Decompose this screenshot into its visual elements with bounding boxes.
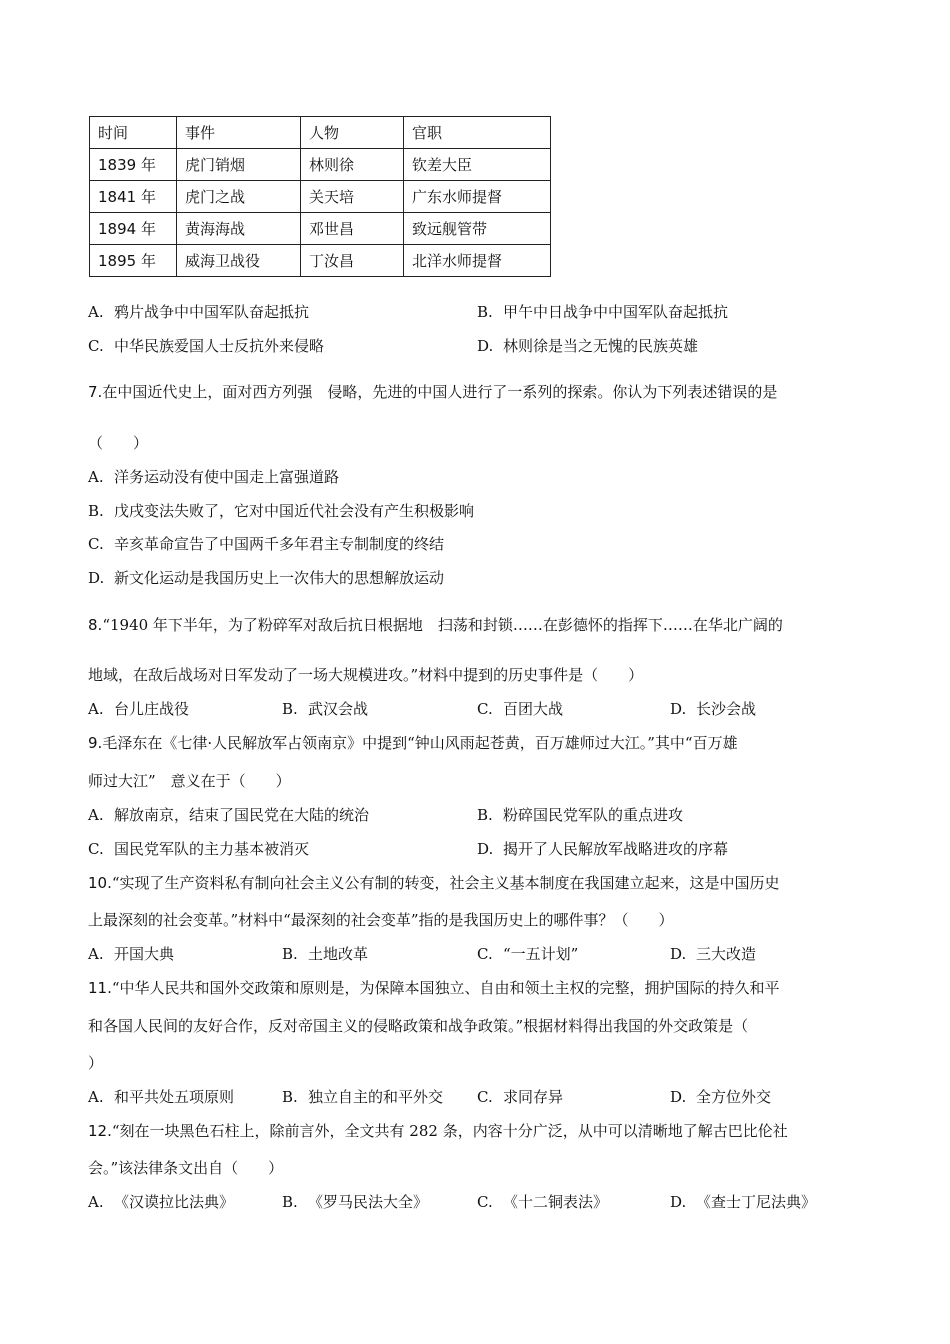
q10-stem-line1 [88, 873, 780, 893]
option-letter: A. [88, 1193, 104, 1211]
q8-option-b[interactable] [282, 699, 368, 719]
table-header-cell: 时间 [90, 117, 177, 149]
q12-stem-line1 [88, 1121, 788, 1141]
q9-option-d[interactable] [477, 839, 728, 859]
option-letter: D. [88, 569, 105, 587]
q9-option-c[interactable] [88, 839, 309, 859]
q8-stem-line2: 地域，在敌后战场对日军发动了一场大规模进攻。”材料中提到的历史事件是（ ） [88, 666, 644, 684]
option-letter: B. [282, 945, 298, 963]
q7-stem-line2: （ ） [88, 434, 149, 452]
option-text: 和平共处五项原则 [114, 1088, 235, 1106]
q10-option-a[interactable] [88, 944, 174, 964]
option-letter: B. [477, 303, 493, 321]
option-letter: B. [477, 806, 493, 824]
option-text: 粉碎国民党军队的重点进攻 [503, 806, 684, 824]
option-text: 《十二铜表法》 [503, 1193, 609, 1211]
q6-option-c[interactable] [88, 336, 324, 356]
q8-option-c[interactable] [477, 699, 563, 719]
q10-stem-line2: 上最深刻的社会变革。”材料中“最深刻的社会变革”指的是我国历史上的哪件事？（ ） [88, 911, 674, 929]
option-text: 三大改造 [696, 945, 757, 963]
table-cell: 1839 年 [90, 149, 177, 181]
question-stem: 在中国近代史上，面对西方列强 侵略，先进的中国人进行了一系列的探索。你认为下列表述错误的是 [102, 383, 778, 401]
table-cell: 1841 年 [90, 181, 177, 213]
table-cell: 林则徐 [301, 149, 404, 181]
table-row [90, 213, 551, 245]
question-stem: 毛泽东在《七律·人民解放军占领南京》中提到“钟山风雨起苍黄，百万雄师过大江。”其中“百万雄 [102, 734, 738, 752]
q9-option-a[interactable] [88, 805, 369, 825]
option-letter: A. [88, 806, 104, 824]
q7-option-a[interactable] [88, 467, 339, 487]
q9-option-b[interactable] [477, 805, 683, 825]
option-letter: C. [88, 840, 104, 858]
table-cell: 1895 年 [90, 245, 177, 277]
q9-stem-line1 [88, 733, 738, 753]
q11-option-c[interactable] [477, 1087, 563, 1107]
option-letter: C. [477, 1193, 493, 1211]
option-text: 甲午中日战争中中国军队奋起抵抗 [503, 303, 729, 321]
table-cell: 钦差大臣 [404, 149, 551, 181]
option-letter: B. [282, 1193, 298, 1211]
option-letter: A. [88, 303, 104, 321]
option-text: 揭开了人民解放军战略进攻的序幕 [503, 840, 729, 858]
q12-option-d[interactable] [670, 1192, 816, 1212]
option-text: 戊戌变法失败了，它对中国近代社会没有产生积极影响 [114, 502, 475, 520]
option-text: 林则徐是当之无愧的民族英雄 [503, 337, 699, 355]
q9-stem-line2: 师过大江” 意义在于（ ） [88, 772, 291, 790]
option-text: 长沙会战 [696, 700, 757, 718]
table-row [90, 149, 551, 181]
question-number: 10. [88, 874, 112, 892]
option-letter: C. [88, 535, 104, 553]
q11-option-a[interactable] [88, 1087, 234, 1107]
option-letter: B. [282, 700, 298, 718]
table-header-row [90, 117, 551, 149]
q8-stem-line1 [88, 615, 783, 635]
q7-option-c[interactable] [88, 534, 444, 554]
q12-option-b[interactable] [282, 1192, 428, 1212]
option-letter: C. [477, 1088, 493, 1106]
table-header-cell: 人物 [301, 117, 404, 149]
q12-option-a[interactable] [88, 1192, 234, 1212]
table-row [90, 181, 551, 213]
option-text: 求同存异 [503, 1088, 564, 1106]
table-cell: 北洋水师提督 [404, 245, 551, 277]
option-letter: A. [88, 1088, 104, 1106]
question-number: 8. [88, 616, 103, 634]
option-text: 国民党军队的主力基本被消灭 [114, 840, 310, 858]
option-letter: C. [477, 945, 493, 963]
question-stem: “中华人民共和国外交政策和原则是，为保障本国独立、自由和领土主权的完整，拥护国际的持久和平 [111, 979, 780, 997]
option-text: 《汉谟拉比法典》 [114, 1193, 235, 1211]
option-text: 解放南京，结束了国民党在大陆的统治 [114, 806, 370, 824]
option-text: 《查士丁尼法典》 [696, 1193, 817, 1211]
option-letter: D. [477, 840, 494, 858]
question-stem: “实现了生产资料私有制向社会主义公有制的转变，社会主义基本制度在我国建立起来，这是中国历史 [111, 874, 780, 892]
option-text: 全方位外交 [696, 1088, 772, 1106]
question-number: 7. [88, 383, 103, 401]
q6-option-d[interactable] [477, 336, 698, 356]
option-text: 中华民族爱国人士反抗外来侵略 [114, 337, 325, 355]
table-cell: 黄海海战 [177, 213, 301, 245]
option-text: 土地改革 [308, 945, 369, 963]
table-cell: 广东水师提督 [404, 181, 551, 213]
q10-option-b[interactable] [282, 944, 368, 964]
option-letter: A. [88, 945, 104, 963]
q6-option-a[interactable] [88, 302, 309, 322]
table-cell: 丁汝昌 [301, 245, 404, 277]
question-stem: “刻在一块黑色石柱上，除前言外，全文共有 282 条，内容十分广泛，从中可以清晰地了解古巴比伦社 [111, 1122, 788, 1140]
option-letter: D. [670, 1193, 687, 1211]
option-text: 武汉会战 [308, 700, 369, 718]
q7-option-b[interactable] [88, 501, 474, 521]
table-cell: 威海卫战役 [177, 245, 301, 277]
option-letter: D. [670, 945, 687, 963]
option-text: 鸦片战争中中国军队奋起抵抗 [114, 303, 310, 321]
table-cell: 致远舰管带 [404, 213, 551, 245]
q8-option-d[interactable] [670, 699, 756, 719]
option-text: 新文化运动是我国历史上一次伟大的思想解放运动 [114, 569, 445, 587]
history-table [89, 116, 551, 277]
q12-stem-line2: 会。”该法律条文出自（ ） [88, 1159, 284, 1177]
table-row [90, 245, 551, 277]
option-letter: C. [88, 337, 104, 355]
option-letter: A. [88, 468, 104, 486]
q10-option-c[interactable] [477, 944, 578, 964]
q12-option-c[interactable] [477, 1192, 608, 1212]
table-cell: 虎门之战 [177, 181, 301, 213]
table-cell: 1894 年 [90, 213, 177, 245]
table-cell: 邓世昌 [301, 213, 404, 245]
option-text: “一五计划” [503, 945, 579, 963]
q7-stem-line1 [88, 382, 777, 402]
option-text: 《罗马民法大全》 [308, 1193, 429, 1211]
option-text: 百团大战 [503, 700, 564, 718]
q11-stem-line1 [88, 978, 780, 998]
q11-stem-line2: 和各国人民间的友好合作，反对帝国主义的侵略政策和战争政策。”根据材料得出我国的外交政策是（ [88, 1017, 749, 1035]
question-stem: “1940 年下半年，为了粉碎军对敌后抗日根据地 扫荡和封锁……在彭德怀的指挥下……在华北广阔的 [102, 616, 783, 634]
question-number: 12. [88, 1122, 112, 1140]
option-text: 独立自主的和平外交 [308, 1088, 444, 1106]
q11-option-b[interactable] [282, 1087, 443, 1107]
q8-option-a[interactable] [88, 699, 189, 719]
table-header-cell: 官职 [404, 117, 551, 149]
option-text: 辛亥革命宣告了中国两千多年君主专制制度的终结 [114, 535, 445, 553]
option-text: 洋务运动没有使中国走上富强道路 [114, 468, 340, 486]
option-letter: D. [477, 337, 494, 355]
q7-option-d[interactable] [88, 568, 444, 588]
question-number: 9. [88, 734, 103, 752]
option-letter: B. [282, 1088, 298, 1106]
q11-option-d[interactable] [670, 1087, 771, 1107]
option-letter: C. [477, 700, 493, 718]
q6-option-b[interactable] [477, 302, 728, 322]
table-header-cell: 事件 [177, 117, 301, 149]
table-cell: 关天培 [301, 181, 404, 213]
q11-stem-line3: ） [88, 1054, 104, 1072]
option-letter: D. [670, 1088, 687, 1106]
option-letter: B. [88, 502, 104, 520]
question-number: 11. [88, 979, 112, 997]
table-cell: 虎门销烟 [177, 149, 301, 181]
option-text: 台儿庄战役 [114, 700, 190, 718]
option-letter: D. [670, 700, 687, 718]
option-text: 开国大典 [114, 945, 175, 963]
q10-option-d[interactable] [670, 944, 756, 964]
option-letter: A. [88, 700, 104, 718]
